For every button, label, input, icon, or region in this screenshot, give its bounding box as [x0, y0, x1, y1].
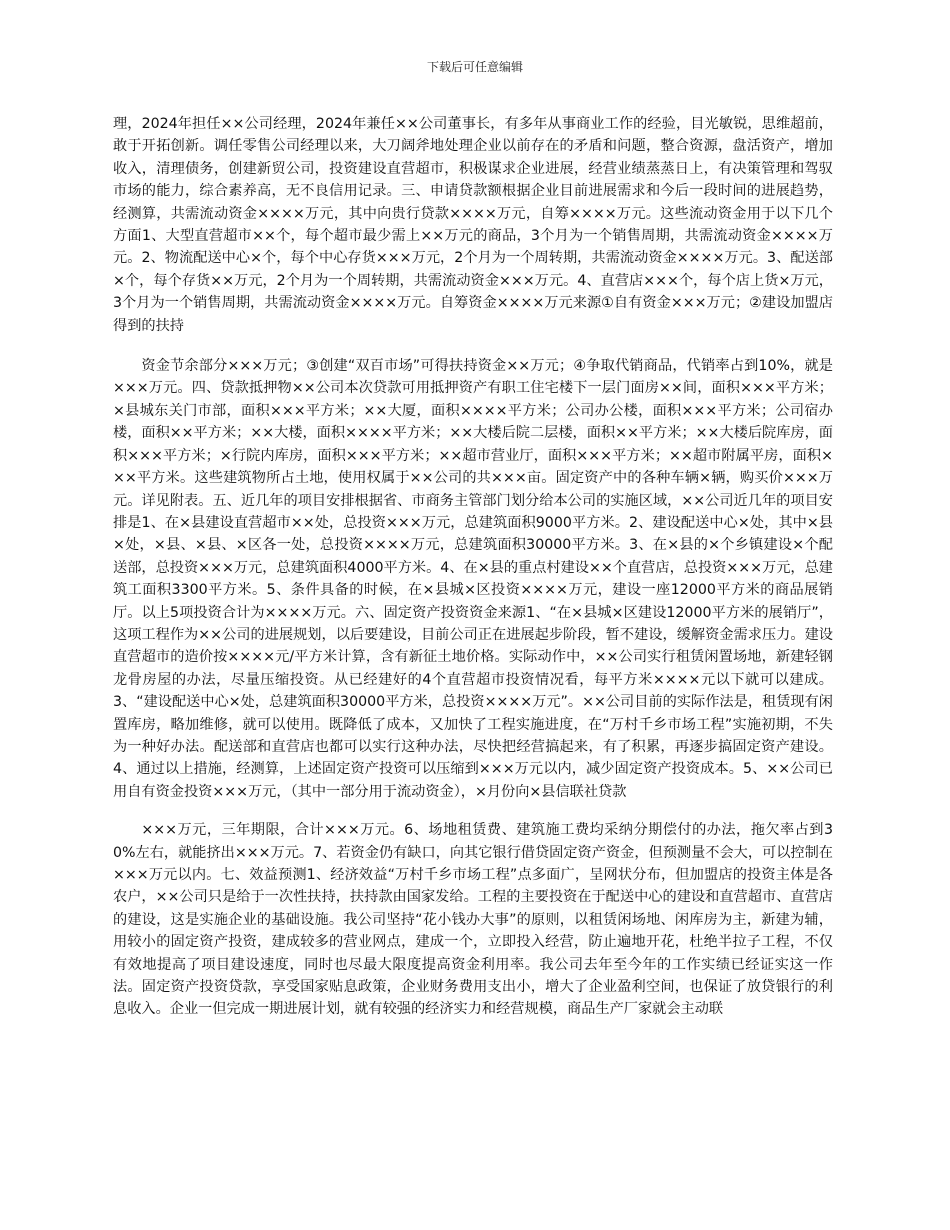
body-paragraph-2: 资金节余部分×××万元；③创建“双百市场”可得扶持资金××万元；④争取代销商品，代销率占到10%，就是×××万元。四、贷款抵押物××公司本次贷款可用抵押资产有职工住宅楼下一层门面房××间，面积×××平方米；×县城东关门市部，面积×××平方米；××大厦，面积××××平方米；公司办公楼，面积×××平方米；公司宿办楼，面积××平方米；××大楼，面积××××平方米；××大楼后院二层楼，面积××平方米；××大楼后院库房，面积×××平方米；×行院内库房，面积×××平方米；××超市营业厅，面积×××平方米；××超市附属平房，面积×××平方米。这些建筑物所占土地，使用权属于××公司的共×××亩。固定资产中的各种车辆×辆，购买价×××万元。详见附表。五、近几年的项目安排根据省、市商务主管部门划分给本公司的实施区域，××公司近几年的项目安排是1、在×县建设直营超市××处，总投资×××万元，总建筑面积9000平方米。2、建设配送中心×处，其中×县×处，×县、×县、×区各一处，总投资××××万元，总建筑面积30000平方米。3、在×县的×个乡镇建设×个配送部，总投资×××万元，总建筑面积4000平方米。4、在×县的重点村建设××个直营店，总投资×××万元，总建筑工面积3300平方米。5、条件具备的时候，在×县城×区投资××××万元，建设一座12000平方米的商品展销厅。以上5项投资合计为××××万元。六、固定资产投资资金来源1、“在×县城×区建设12000平方米的展销厅”，这项工程作为××公司的进展规划，以后要建设，目前公司正在进展起步阶段，暂不建设，缓解资金需求压力。建设直营超市的造价按××××元/平方米计算，含有新征土地价格。实际动作中，××公司实行租赁闲置场地，新建轻钢龙骨房屋的办法，尽量压缩投资。从已经建好的4个直营超市投资情况看，每平方米××××元以下就可以建成。3、“建设配送中心×处，总建筑面积30000平方米，总投资××××万元”。××公司目前的实际作法是，租赁现有闲置库房，略加维修，就可以使用。既降低了成本，又加快了工程实施进度，在“万村千乡市场工程”实施初期，不失为一种好办法。配送部和直营店也都可以实行这种办法，尽快把经营搞起来，有了积累，再逐步搞固定资产建设。4、通过以上措施，经测算，上述固定资产投资可以压缩到×××万元以内，减少固定资产投资成本。5、××公司已用自有资金投资×××万元，（其中一部分用于流动资金），×月份向×县信联社贷款	[113, 358, 833, 800]
body-paragraph-3: ×××万元，三年期限，合计×××万元。6、场地租赁费、建筑施工费均采纳分期偿付的办法，拖欠率占到30%左右，就能挤出×××万元。7、若资金仍有缺口，向其它银行借贷固定资产资金，但预测量不会大，可以控制在×××万元以内。七、效益预测1、经济效益“万村千乡市场工程”点多面广，呈网状分布，但加盟店的投资主体是各农户，××公司只是给于一次性扶持，扶持款由国家发给。工程的主要投资在于配送中心的建设和直营超市、直营店的建设，这是实施企业的基础设施。我公司坚持“花小钱办大事”的原则，以租赁闲场地、闲库房为主，新建为辅，用较小的固定资产投资，建成较多的营业网点，建成一个，立即投入经营，防止遍地开花，杜绝半拉子工程，不仅有效地提高了项目建设速度，同时也尽最大限度提高资金利用率。我公司去年至今年的工作实绩已经证实这一作法。固定资产投资贷款，享受国家贴息政策，企业财务费用支出小，增大了企业盈利空间，也保证了放贷银行的利息收入。企业一但完成一期进展计划，就有较强的经济实力和经营规模，商品生产厂家就会主动联	[113, 822, 833, 1018]
document-body	[113, 113, 833, 1021]
body-paragraph-1: 理，2024年担任××公司经理，2024年兼任××公司董事长，有多年从事商业工作的经验，目光敏锐，思维超前，敢于开拓创新。调任零售公司经理以来，大刀阔斧地处理企业以前存在的矛盾和问题，整合资源，盘活资产，增加收入，清理债务，创建新贸公司，投资建设直营超市，积极谋求企业进展，经营业绩蒸蒸日上，有决策管理和驾驭市场的能力，综合素养高，无不良信用记录。三、申请贷款额根据企业目前进展需求和今后一段时间的进展趋势，经测算，共需流动资金××××万元，其中向贵行贷款××××万元，自筹××××万元。这些流动资金用于以下几个方面1、大型直营超市××个，每个超市最少需上××万元的商品，3个月为一个销售周期，共需流动资金××××万元。2、物流配送中心×个，每个中心存货×××万元，2个月为一个周转期，共需流动资金××××万元。3、配送部×个，每个存货××万元，2个月为一个周转期，共需流动资金×××万元。4、直营店×××个，每个店上货×万元，3个月为一个销售周期，共需流动资金××××万元。自筹资金××××万元来源①自有资金×××万元；②建设加盟店得到的扶持	[113, 116, 833, 334]
page-header-note: 下载后可任意编辑	[426, 60, 523, 74]
